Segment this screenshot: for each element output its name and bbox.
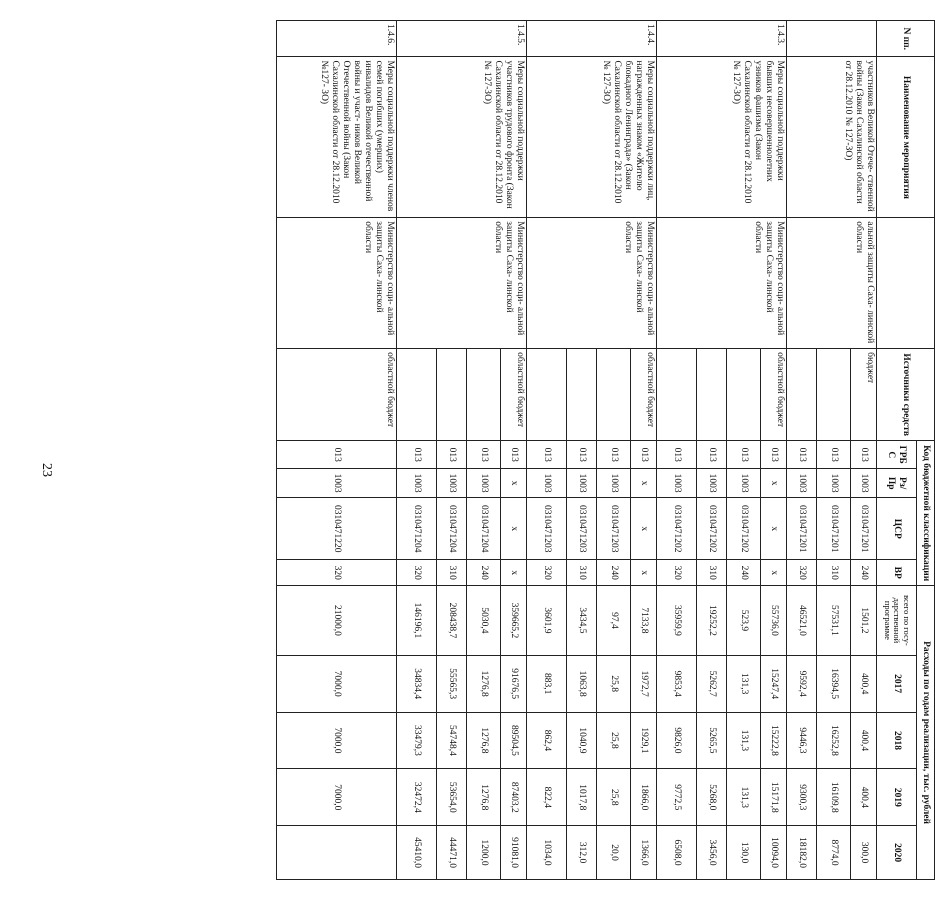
cell-csr: x	[631, 498, 657, 560]
cell-y2020: 45410,0	[397, 826, 437, 880]
cell-y2018: 5265,5	[697, 712, 727, 769]
cell-y2017: 34834,4	[397, 655, 437, 712]
cell-y2018: 25,8	[597, 712, 631, 769]
cell-csr: 0310471201	[787, 498, 817, 560]
cell-grbs: 013	[597, 441, 631, 469]
cell-y2018: 400,4	[851, 712, 877, 769]
cell-y2020: 20,0	[597, 826, 631, 880]
cell-rzpr: 1003	[567, 469, 597, 498]
source-cell	[657, 349, 697, 441]
cell-y2019: 25,8	[597, 769, 631, 826]
cell-total: 3601,9	[527, 586, 567, 656]
cell-y2019: 9300,3	[787, 769, 817, 826]
source-cell	[567, 349, 597, 441]
cell-y2020	[277, 826, 397, 880]
cell-y2020: 1200,0	[467, 826, 501, 880]
cell-total: 57531,1	[817, 586, 851, 656]
cell-rzpr: x	[631, 469, 657, 498]
cell-csr: x	[761, 498, 787, 560]
cell-grbs: 013	[727, 441, 761, 469]
cell-vr: 240	[597, 560, 631, 586]
cell-vr: 320	[657, 560, 697, 586]
measure-name: Меры социальной поддержки участников трудового фронта (Закон Сахалинской области от 28.12.2010 № 127-ЗО)	[397, 57, 527, 218]
cell-y2017: 16394,5	[817, 655, 851, 712]
cell-csr: 0310471202	[657, 498, 697, 560]
cell-y2020: 8774,0	[817, 826, 851, 880]
table-row	[631, 21, 657, 880]
cell-y2019: 53654,0	[437, 769, 467, 826]
cell-y2020: 10094,0	[761, 826, 787, 880]
cell-rzpr: 1003	[727, 469, 761, 498]
cell-y2020: 91081,0	[501, 826, 527, 880]
cell-rzpr: 1003	[851, 469, 877, 498]
page-number: 23	[39, 463, 54, 477]
cell-y2020: 6508,0	[657, 826, 697, 880]
cell-grbs: 013	[697, 441, 727, 469]
cell-total: 3434,5	[567, 586, 597, 656]
cell-csr: 0310471220	[277, 498, 397, 560]
cell-y2017: 1972,7	[631, 655, 657, 712]
header-grbs: ГРБ С	[877, 441, 917, 469]
source-cell	[397, 349, 437, 441]
cell-total: 97,4	[597, 586, 631, 656]
cell-vr: 240	[467, 560, 501, 586]
cell-y2017: 5262,7	[697, 655, 727, 712]
cell-csr: 0310471201	[817, 498, 851, 560]
cell-vr: 320	[787, 560, 817, 586]
cell-total: 35959,9	[657, 586, 697, 656]
source-cell	[817, 349, 851, 441]
cell-grbs: 013	[501, 441, 527, 469]
cell-total: 523,9	[727, 586, 761, 656]
header-csr: ЦСР	[877, 498, 917, 560]
cell-y2017: 7000,0	[277, 655, 397, 712]
cell-total: 5030,4	[467, 586, 501, 656]
cell-y2018: 1929,1	[631, 712, 657, 769]
cell-y2017: 25,8	[597, 655, 631, 712]
cell-rzpr: 1003	[657, 469, 697, 498]
source-cell	[727, 349, 761, 441]
cell-y2019: 16109,8	[817, 769, 851, 826]
cell-grbs: 013	[817, 441, 851, 469]
cell-grbs: 013	[787, 441, 817, 469]
cell-total: 19252,2	[697, 586, 727, 656]
source-cell: бюджет	[851, 349, 877, 441]
cell-y2019: 87403,2	[501, 769, 527, 826]
cell-y2019: 32472,4	[397, 769, 437, 826]
cell-total: 208438,7	[437, 586, 467, 656]
cell-grbs: 013	[527, 441, 567, 469]
cell-total: 146196,1	[397, 586, 437, 656]
cell-rzpr: 1003	[787, 469, 817, 498]
cell-y2019: 1017,8	[567, 769, 597, 826]
cell-y2017: 131,3	[727, 655, 761, 712]
cell-y2018: 15222,8	[761, 712, 787, 769]
cell-y2017: 55565,3	[437, 655, 467, 712]
cell-total: 46521,0	[787, 586, 817, 656]
cell-vr: x	[631, 560, 657, 586]
cell-rzpr: 1003	[527, 469, 567, 498]
executor-cell: альной защиты Саха- линской области	[787, 218, 877, 349]
cell-y2020: 130,0	[727, 826, 761, 880]
cell-vr: 240	[727, 560, 761, 586]
source-cell: областной бюджет	[277, 349, 397, 441]
cell-grbs: 013	[631, 441, 657, 469]
header-rzpr: Рз/ Пр	[877, 469, 917, 498]
cell-rzpr: x	[501, 469, 527, 498]
cell-y2018: 7000,0	[277, 712, 397, 769]
cell-csr: 0310471203	[597, 498, 631, 560]
header-executor	[877, 218, 935, 349]
source-cell: областной бюджет	[501, 349, 527, 441]
cell-grbs: 013	[437, 441, 467, 469]
table-row	[501, 21, 527, 880]
header-total: всего по госу- дарственной программе	[877, 586, 917, 656]
cell-y2018: 1040,9	[567, 712, 597, 769]
cell-total: 7133,8	[631, 586, 657, 656]
source-cell	[437, 349, 467, 441]
cell-y2020: 44471,0	[437, 826, 467, 880]
cell-vr: x	[761, 560, 787, 586]
cell-y2019: 7000,0	[277, 769, 397, 826]
table-row	[277, 21, 397, 880]
cell-y2019: 131,3	[727, 769, 761, 826]
cell-y2020: 1034,0	[527, 826, 567, 880]
cell-y2018: 131,3	[727, 712, 761, 769]
executor-cell: Министерство соци- альной защиты Саха- линской области	[277, 218, 397, 349]
cell-y2017: 400,4	[851, 655, 877, 712]
cell-y2017: 9853,4	[657, 655, 697, 712]
cell-vr: 310	[567, 560, 597, 586]
cell-grbs: 013	[761, 441, 787, 469]
cell-csr: 0310471201	[851, 498, 877, 560]
cell-csr: 0310471204	[397, 498, 437, 560]
cell-csr: x	[501, 498, 527, 560]
rotated-page	[319, 20, 935, 880]
budget-table	[276, 20, 935, 880]
cell-rzpr: 1003	[467, 469, 501, 498]
source-cell	[697, 349, 727, 441]
cell-csr: 0310471202	[727, 498, 761, 560]
source-cell	[787, 349, 817, 441]
cell-grbs: 013	[657, 441, 697, 469]
measure-name: Меры социальной поддержки лиц, награжденных знаком «Жителю блокадного Ленинграда» (Закон Сахалинской области от 28.12.2010 № 127-ЗО)	[527, 57, 657, 218]
cell-vr: 310	[437, 560, 467, 586]
cell-vr: 320	[527, 560, 567, 586]
cell-vr: 320	[277, 560, 397, 586]
cell-y2020: 300,0	[851, 826, 877, 880]
measure-name: Меры социальной поддержки членов семей погибших (умерших) инвалидов Великой отечественной войны и участ- ников Великой Отечественной войны (Закон Сахалинской области от 28.12.2010 №127- ЗО)	[277, 57, 397, 218]
cell-y2019: 5268,0	[697, 769, 727, 826]
cell-y2019: 1276,8	[467, 769, 501, 826]
cell-rzpr: 1003	[817, 469, 851, 498]
cell-grbs: 013	[567, 441, 597, 469]
header-no: N пп.	[877, 21, 935, 57]
cell-rzpr: 1003	[597, 469, 631, 498]
cell-vr: 320	[397, 560, 437, 586]
cell-total: 21000,0	[277, 586, 397, 656]
source-cell: областной бюджет	[761, 349, 787, 441]
cell-y2017: 883,1	[527, 655, 567, 712]
cell-y2020: 312,0	[567, 826, 597, 880]
cell-y2019: 822,4	[527, 769, 567, 826]
cell-csr: 0310471204	[437, 498, 467, 560]
cell-rzpr: 1003	[277, 469, 397, 498]
cell-y2017: 91676,5	[501, 655, 527, 712]
cell-y2017: 1276,8	[467, 655, 501, 712]
cell-grbs: 013	[397, 441, 437, 469]
cell-y2018: 89504,5	[501, 712, 527, 769]
cell-y2019: 1866,0	[631, 769, 657, 826]
header-2018: 2018	[877, 712, 917, 769]
header-sources: Источники средств	[877, 349, 935, 441]
cell-total: 1501,2	[851, 586, 877, 656]
executor-cell: Министерство соци- альной защиты Саха- линской области	[397, 218, 527, 349]
cell-rzpr: 1003	[697, 469, 727, 498]
row-number: 1.4.3.	[657, 21, 787, 57]
cell-csr: 0310471203	[567, 498, 597, 560]
row-number: 1.4.4.	[527, 21, 657, 57]
row-number: 1.4.5.	[397, 21, 527, 57]
source-cell	[597, 349, 631, 441]
executor-cell: Министерство соци- альной защиты Саха- линской области	[527, 218, 657, 349]
table-row	[761, 21, 787, 880]
row-number	[787, 21, 877, 57]
cell-csr: 0310471202	[697, 498, 727, 560]
cell-y2018: 33479,3	[397, 712, 437, 769]
cell-grbs: 013	[851, 441, 877, 469]
table-header	[877, 21, 935, 880]
source-cell	[467, 349, 501, 441]
cell-y2020: 18182,0	[787, 826, 817, 880]
cell-total: 55736,0	[761, 586, 787, 656]
measure-name: Меры социальной поддержки бывших несовершеннолетних узников фашизма (Закон Сахалинской области от 28.12.2010 № 127-ЗО)	[657, 57, 787, 218]
cell-y2018: 1276,8	[467, 712, 501, 769]
cell-csr: 0310471203	[527, 498, 567, 560]
header-budget-group: Код бюджетной классификации	[917, 441, 935, 586]
header-expenses-group: Расходы по годам реализации, тыс. рублей	[917, 586, 935, 880]
cell-vr: 310	[817, 560, 851, 586]
table-row	[851, 21, 877, 880]
cell-y2018: 16252,8	[817, 712, 851, 769]
header-name: Наименование мероприятия	[877, 57, 935, 218]
cell-y2017: 9592,4	[787, 655, 817, 712]
table-body	[277, 21, 877, 880]
source-cell	[527, 349, 567, 441]
cell-grbs: 013	[277, 441, 397, 469]
cell-vr: 240	[851, 560, 877, 586]
cell-y2018: 9446,3	[787, 712, 817, 769]
header-2019: 2019	[877, 769, 917, 826]
measure-name: участников Великой Отече- ственной войны (Закон Сахалинской области от 28.12.2010 № 127-ЗО)	[787, 57, 877, 218]
cell-y2018: 862,4	[527, 712, 567, 769]
cell-y2017: 15247,4	[761, 655, 787, 712]
cell-rzpr: 1003	[437, 469, 467, 498]
cell-y2019: 15171,8	[761, 769, 787, 826]
row-number: 1.4.6.	[277, 21, 397, 57]
executor-cell: Министерство соци- альной защиты Саха- линской области	[657, 218, 787, 349]
header-vr: ВР	[877, 560, 917, 586]
cell-vr: x	[501, 560, 527, 586]
cell-y2018: 9826,0	[657, 712, 697, 769]
cell-y2019: 400,4	[851, 769, 877, 826]
cell-y2017: 1063,8	[567, 655, 597, 712]
cell-rzpr: x	[761, 469, 787, 498]
header-2020: 2020	[877, 826, 917, 880]
source-cell: областной бюджет	[631, 349, 657, 441]
cell-y2020: 3456,0	[697, 826, 727, 880]
cell-csr: 0310471204	[467, 498, 501, 560]
cell-y2018: 54748,4	[437, 712, 467, 769]
cell-grbs: 013	[467, 441, 501, 469]
cell-total: 359665,2	[501, 586, 527, 656]
cell-vr: 310	[697, 560, 727, 586]
cell-y2020: 1366,0	[631, 826, 657, 880]
cell-rzpr: 1003	[397, 469, 437, 498]
cell-y2019: 9772,5	[657, 769, 697, 826]
header-2017: 2017	[877, 655, 917, 712]
